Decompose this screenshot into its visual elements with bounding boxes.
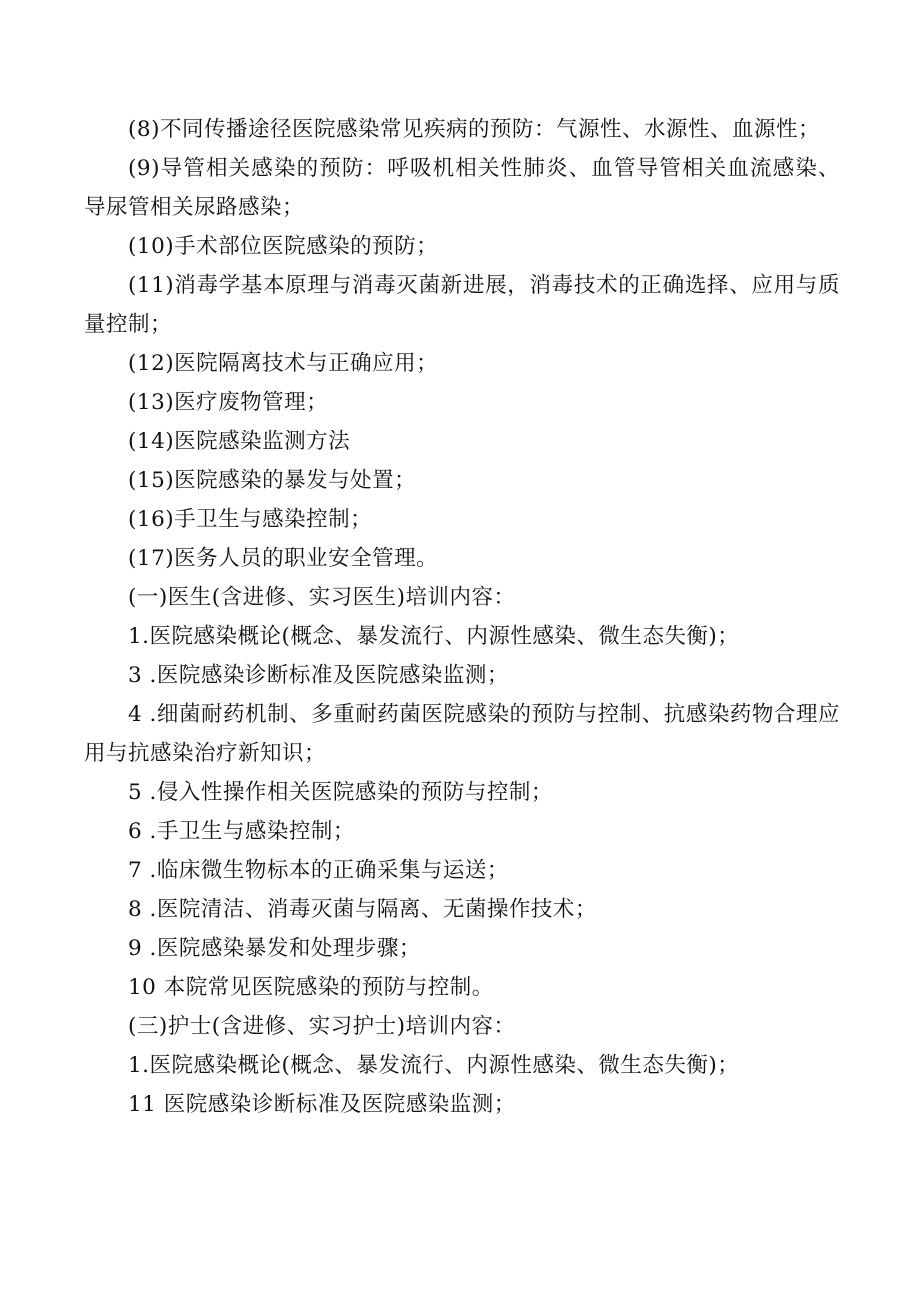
doctor-item-7: 7 .临床微生物标本的正确采集与运送； — [128, 858, 509, 883]
doctor-item-5: 5 .侵入性操作相关医院感染的预防与控制； — [128, 780, 553, 805]
document-body — [84, 110, 840, 1124]
section-heading-doctors: (一)医生(含进修、实习医生)培训内容： — [128, 585, 516, 610]
nurse-item-11: 11 医院感染诊断标准及医院感染监测； — [128, 1092, 516, 1117]
paragraph-item-13: (13)医疗废物管理； — [128, 390, 329, 415]
paragraph-item-17: (17)医务人员的职业安全管理。 — [128, 546, 439, 571]
doctor-item-8: 8 .医院清洁、消毒灭菌与隔离、无菌操作技术； — [128, 897, 597, 922]
paragraph-item-8: (8)不同传播途径医院感染常见疾病的预防：气源性、水源性、血源性； — [128, 117, 820, 142]
paragraph-item-10: (10)手术部位医院感染的预防； — [128, 234, 439, 259]
doctor-item-1: 1.医院感染概论(概念、暴发流行、内源性感染、微生态失衡)； — [128, 624, 740, 649]
paragraph-item-9: (9)导管相关感染的预防：呼吸机相关性肺炎、血管导管相关血流感染、导尿管相关尿路感染； — [84, 156, 840, 220]
section-heading-nurses: (三)护士(含进修、实习护士)培训内容： — [128, 1014, 516, 1039]
doctor-item-9: 9 .医院感染暴发和处理步骤； — [128, 936, 421, 961]
paragraph-item-16: (16)手卫生与感染控制； — [128, 507, 373, 532]
doctor-item-10: 10 本院常见医院感染的预防与控制。 — [128, 975, 494, 1000]
doctor-item-3: 3 .医院感染诊断标准及医院感染监测； — [128, 663, 509, 688]
paragraph-item-12: (12)医院隔离技术与正确应用； — [128, 351, 439, 376]
doctor-item-6: 6 .手卫生与感染控制； — [128, 819, 355, 844]
paragraph-item-11: (11)消毒学基本原理与消毒灭菌新进展，消毒技术的正确选择、应用与质量控制； — [84, 273, 840, 337]
nurse-item-1: 1.医院感染概论(概念、暴发流行、内源性感染、微生态失衡)； — [128, 1053, 740, 1078]
paragraph-item-14: (14)医院感染监测方法 — [128, 429, 351, 454]
paragraph-item-15: (15)医院感染的暴发与处置； — [128, 468, 417, 493]
doctor-item-4: 4 .细菌耐药机制、多重耐药菌医院感染的预防与控制、抗感染药物合理应用与抗感染治疗新知识； — [84, 702, 840, 766]
